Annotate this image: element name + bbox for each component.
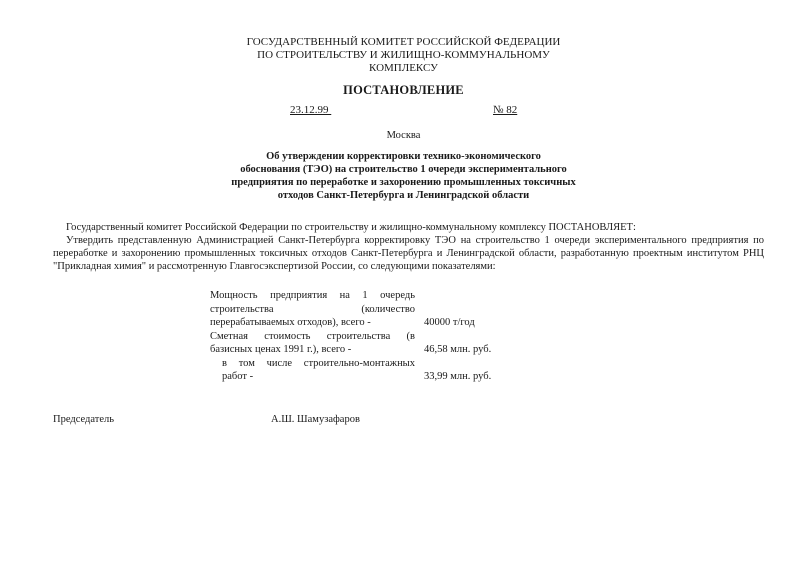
- authority-line-2: ПО СТРОИТЕЛЬСТВУ И ЖИЛИЩНО-КОММУНАЛЬНОМУ: [257, 49, 550, 61]
- body-paragraph-2: Утвердить представленную Администрацией Санкт-Петербурга корректировку ТЭО на строительство 1 очереди экспериментального предприятия по переработке и захоронению промышленных токсичных отходов Санкт-Петербурга и Ленинградской области, разработанную проектным институтом РНЦ "Прикладная химия" и рассмотренную Главгосэкспертизой России, со следующими показателями:: [53, 235, 764, 272]
- indicators-table: [210, 289, 510, 384]
- indicator-row: [210, 330, 510, 357]
- indicator-value: 33,99 млн. руб.: [424, 371, 492, 382]
- document-body: [53, 221, 764, 273]
- body-paragraph-1: Государственный комитет Российской Федерации по строительству и жилищно-коммунальному комплексу ПОСТАНОВЛЯЕТ:: [66, 222, 636, 233]
- document-subject: [200, 150, 607, 202]
- indicator-value: 46,58 млн. руб.: [424, 344, 492, 355]
- subject-line-2: обоснования (ТЭО) на строительство 1 очереди экспериментального: [240, 164, 567, 175]
- indicator-row: [210, 289, 510, 330]
- subject-line-4: отходов Санкт-Петербурга и Ленинградской области: [277, 190, 530, 201]
- indicator-row: [210, 357, 510, 384]
- indicator-value: 40000 т/год: [424, 317, 475, 328]
- document-number: № 82: [493, 104, 518, 116]
- indicator-label: Мощность предприятия на 1 очередь строительства (количество перерабатываемых отходов), всего -: [210, 290, 415, 328]
- indicator-label: в том числе строительно-монтажных работ -: [222, 357, 415, 382]
- subject-line-1: Об утверждении корректировки технико-экономического: [266, 151, 541, 162]
- issuing-authority: [200, 36, 607, 75]
- indicator-label: Сметная стоимость строительства (в базисных ценах 1991 г.), всего -: [210, 330, 415, 355]
- authority-line-1: ГОСУДАРСТВЕННЫЙ КОМИТЕТ РОССИЙСКОЙ ФЕДЕРАЦИИ: [246, 36, 561, 48]
- subject-line-3: предприятия по переработке и захоронению промышленных токсичных: [231, 177, 576, 188]
- document-city: Москва: [386, 130, 421, 141]
- signatory-title: Председатель: [53, 414, 115, 425]
- authority-line-3: КОМПЛЕКСУ: [369, 62, 438, 74]
- document-date: 23.12.99: [290, 104, 332, 116]
- document-type: ПОСТАНОВЛЕНИЕ: [343, 83, 464, 97]
- signatory-name: А.Ш. Шамузафаров: [271, 414, 360, 425]
